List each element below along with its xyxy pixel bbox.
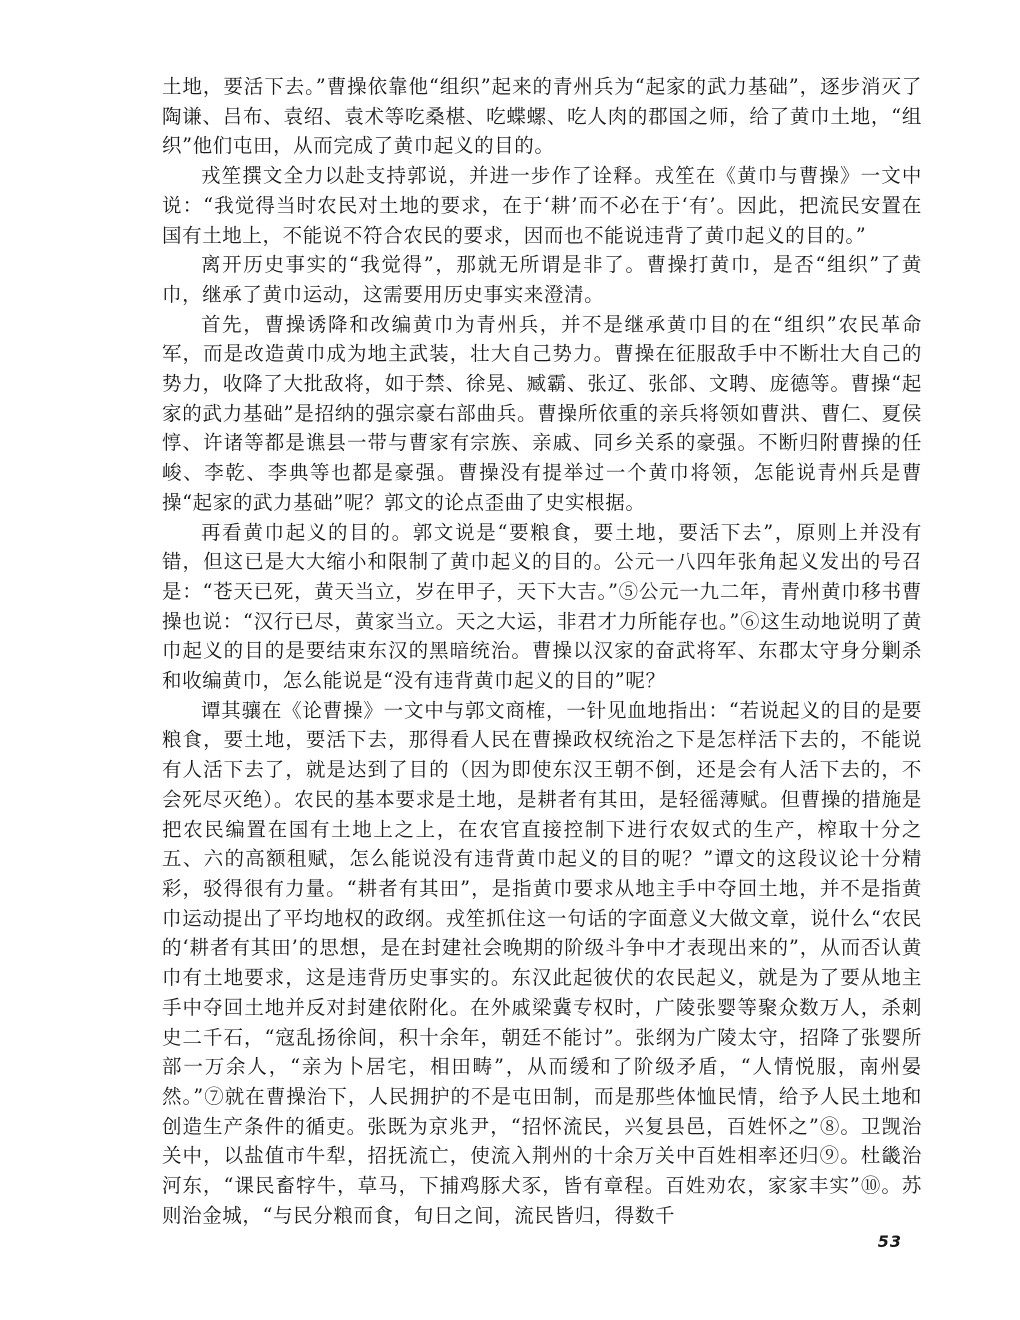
page-number: 53: [877, 1232, 902, 1251]
paragraph: 离开历史事实的“我觉得”，那就无所谓是非了。曹操打黄巾，是否“组织”了黄巾，继承了黄巾运动，这需要用历史事实来澄清。: [162, 253, 922, 306]
paragraph: 再看黄巾起义的目的。郭文说是“要粮食，要土地，要活下去”，原则上并没有错，但这已是大大缩小和限制了黄巾起义的目的。公元一八四年张角起义发出的号召是：“苍天已死，黄天当立，岁在甲子，天下大吉。”⑤公元一九二年，青州黄巾移书曹操也说：“汉行已尽，黄家当立。天之大运，非君才力所能存也。”⑥这生动地说明了黄巾起义的目的是要结束东汉的黑暗统治。曹操以汉家的奋武将军、东郡太守身分剿杀和收编黄巾，怎么能说是“没有违背黄巾起义的目的”呢？: [162, 520, 922, 693]
paragraph-continuation: 土地，要活下去。”曹操依靠他“组织”起来的青州兵为“起家的武力基础”，逐步消灭了陶谦、吕布、袁绍、袁术等吃桑椹、吃蝶螺、吃人肉的郡国之师，给了黄巾土地，“组织”他们屯田，从而完成了黄巾起义的目的。: [162, 75, 922, 158]
paragraph: 戎笙撰文全力以赴支持郭说，并进一步作了诠释。戎笙在《黄巾与曹操》一文中说：“我觉得当时农民对土地的要求，在于‘耕’而不必在于‘有’。因此，把流民安置在国有土地上，不能说不符合农民的要求，因而也不能说违背了黄巾起义的目的。”: [162, 164, 922, 247]
paragraph: 首先，曹操诱降和改编黄巾为青州兵，并不是继承黄巾目的在“组织”农民革命军，而是改造黄巾成为地主武装，壮大自己势力。曹操在征服敌手中不断壮大自己的势力，收降了大批敌将，如于禁、徐晃、臧霸、张辽、张郃、文聘、庞德等。曹操“起家的武力基础”是招纳的强宗豪右部曲兵。曹操所依重的亲兵将领如曹洪、曹仁、夏侯惇、许诸等都是谯县一带与曹家有宗族、亲戚、同乡关系的豪强。不断归附曹操的任峻、李乾、李典等也都是豪强。曹操没有提举过一个黄巾将领，怎能说青州兵是曹操“起家的武力基础”呢？郭文的论点歪曲了史实根据。: [162, 312, 922, 514]
paragraph: 谭其骧在《论曹操》一文中与郭文商榷，一针见血地指出：“若说起义的目的是要粮食，要土地，要活下去，那得看人民在曹操政权统治之下是怎样活下去的，不能说有人活下去了，就是达到了目的（因为即使东汉王朝不倒，还是会有人活下去的，不会死尽灭绝）。农民的基本要求是土地，是耕者有其田，是轻徭薄赋。但曹操的措施是把农民编置在国有土地上之上，在农官直接控制下进行农奴式的生产，榨取十分之五、六的高额租赋，怎么能说没有违背黄巾起义的目的呢？”谭文的这段议论十分精彩，驳得很有力量。“耕者有其田”，是指黄巾要求从地主手中夺回土地，并不是指黄巾运动提出了平均地权的政纲。戎笙抓住这一句话的字面意义大做文章，说什么“农民的‘耕者有其田’的思想，是在封建社会晚期的阶级斗争中才表现出来的”，从而否认黄巾有土地要求，这是违背历史事实的。东汉此起彼伏的农民起义，就是为了要从地主手中夺回土地并反对封建依附化。在外戚梁冀专权时，广陵张婴等聚众数万人，杀刺史二千石，“寇乱扬徐间，积十余年，朝廷不能讨”。张纲为广陵太守，招降了张婴所部一万余人，“亲为卜居宅，相田畴”，从而缓和了阶级矛盾，“人情悦服，南州晏然。”⑦就在曹操治下，人民拥护的不是屯田制，而是那些体恤民情，给予人民土地和创造生产条件的循吏。张既为京兆尹，“招怀流民，兴复县邑，百姓怀之”⑧。卫觊治关中，以盐值市牛犁，招抚流亡，使流入荆州的十余万关中百姓相率还归⑨。杜畿治河东，“课民畜牸牛，草马，下捕鸡豚犬豕，皆有章程。百姓劝农，家家丰实”⑩。苏则治金城，“与民分粮而食，旬日之间，流民皆归，得数千: [162, 698, 922, 1227]
body-text: [162, 72, 922, 1230]
